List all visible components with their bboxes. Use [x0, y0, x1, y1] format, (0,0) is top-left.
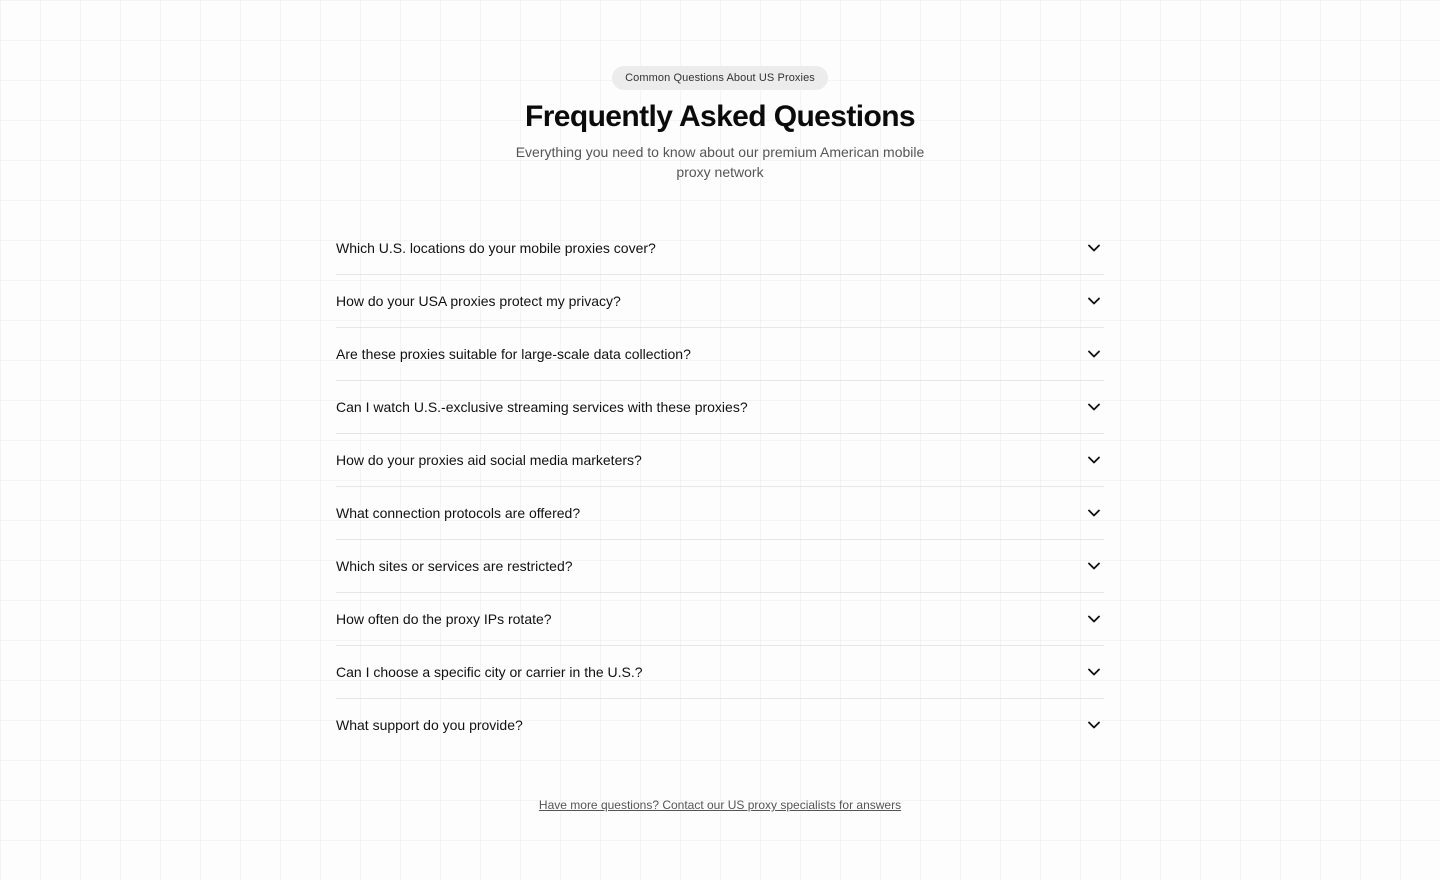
chevron-down-icon[interactable] — [1086, 611, 1102, 627]
footer-container — [0, 796, 1440, 814]
chevron-down-icon[interactable] — [1086, 346, 1102, 362]
faq-item[interactable] — [336, 275, 1104, 328]
faq-item[interactable] — [336, 381, 1104, 434]
faq-item[interactable] — [336, 593, 1104, 646]
section-badge: Common Questions About US Proxies — [612, 66, 828, 90]
faq-item[interactable] — [336, 222, 1104, 275]
faq-question: How often do the proxy IPs rotate? — [336, 611, 552, 627]
chevron-down-icon[interactable] — [1086, 505, 1102, 521]
faq-question: How do your USA proxies protect my privacy? — [336, 293, 621, 309]
faq-question: Can I watch U.S.-exclusive streaming services with these proxies? — [336, 399, 748, 415]
chevron-down-icon[interactable] — [1086, 399, 1102, 415]
chevron-down-icon[interactable] — [1086, 558, 1102, 574]
faq-question: Are these proxies suitable for large-scale data collection? — [336, 346, 691, 362]
faq-item[interactable] — [336, 540, 1104, 593]
faq-list — [336, 222, 1104, 751]
chevron-down-icon[interactable] — [1086, 452, 1102, 468]
faq-question: Which sites or services are restricted? — [336, 558, 573, 574]
contact-specialists-link[interactable]: Have more questions? Contact our US proxy specialists for answers — [538, 798, 902, 812]
chevron-down-icon[interactable] — [1086, 293, 1102, 309]
faq-question: Which U.S. locations do your mobile proxies cover? — [336, 240, 656, 256]
faq-question: How do your proxies aid social media marketers? — [336, 452, 642, 468]
faq-item[interactable] — [336, 699, 1104, 751]
chevron-down-icon[interactable] — [1086, 240, 1102, 256]
faq-item[interactable] — [336, 646, 1104, 699]
faq-question: Can I choose a specific city or carrier in the U.S.? — [336, 664, 643, 680]
faq-item[interactable] — [336, 487, 1104, 540]
faq-item[interactable] — [336, 434, 1104, 487]
page-title: Frequently Asked Questions — [524, 100, 916, 133]
faq-item[interactable] — [336, 328, 1104, 381]
faq-question: What support do you provide? — [336, 717, 523, 733]
faq-question: What connection protocols are offered? — [336, 505, 581, 521]
chevron-down-icon[interactable] — [1086, 664, 1102, 680]
badge-container — [0, 66, 1440, 90]
page-subtitle: Everything you need to know about our premium American mobile proxy network — [515, 144, 925, 180]
chevron-down-icon[interactable] — [1086, 717, 1102, 733]
